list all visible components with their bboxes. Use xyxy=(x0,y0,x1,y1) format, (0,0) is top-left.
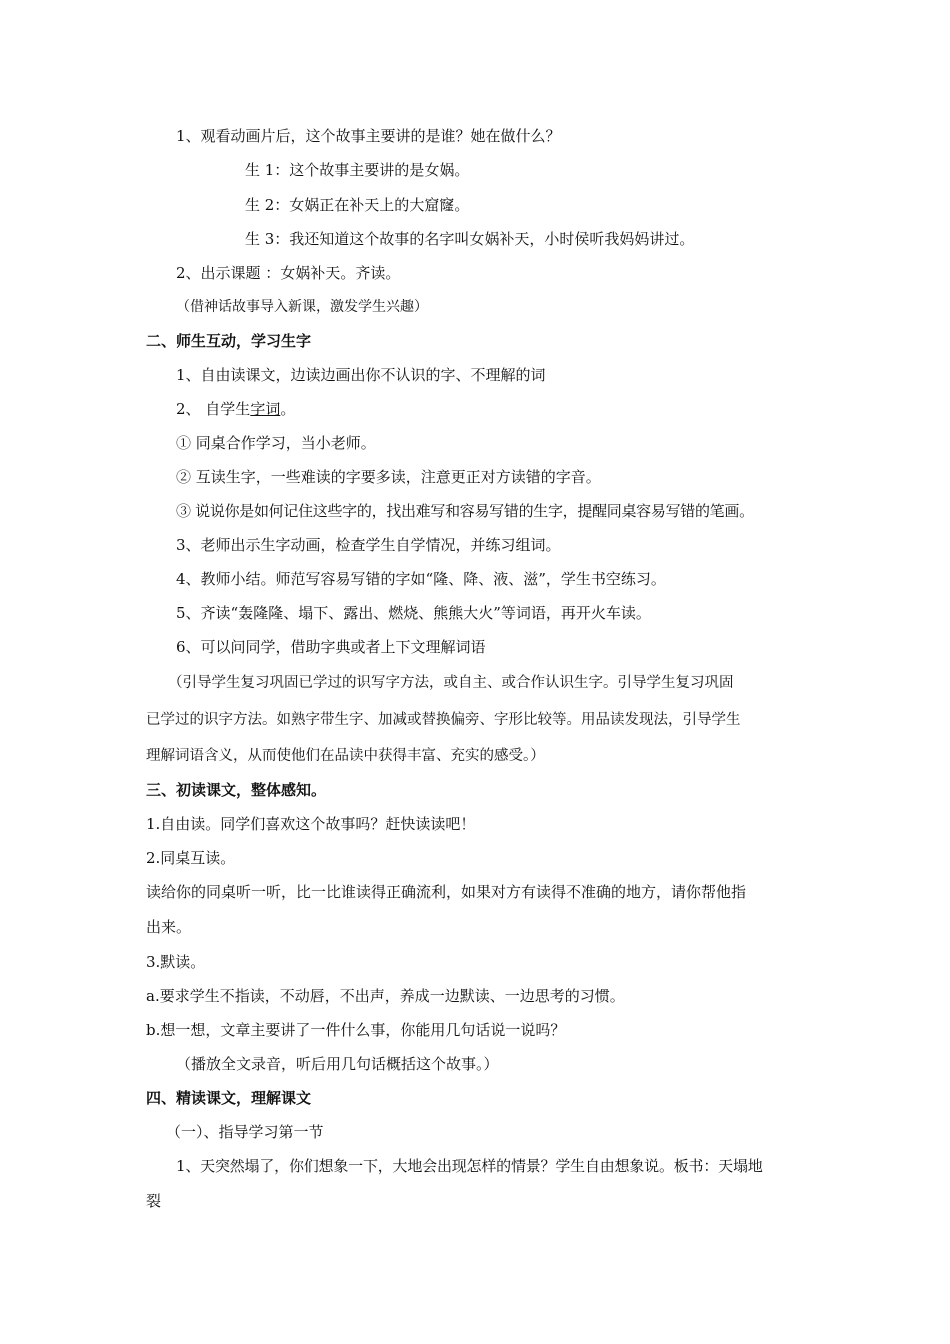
subsection-heading: （一）、指导学习第一节 xyxy=(166,1123,324,1141)
paragraph-line: 5、齐读“轰隆隆、塌下、露出、燃烧、熊熊大火”等词语，再开火车读。 xyxy=(176,604,651,622)
student-answer-1: 生 1：这个故事主要讲的是女娲。 xyxy=(245,161,470,179)
paragraph-line: 6、可以问同学，借助字典或者上下文理解词语 xyxy=(176,638,486,656)
paragraph-line: 读给你的同桌听一听，比一比谁读得正确流利，如果对方有读得不准确的地方，请你帮他指 xyxy=(146,883,747,901)
paragraph-line: 出来。 xyxy=(146,918,192,936)
paragraph-line: 1、天突然塌了，你们想象一下，大地会出现怎样的情景？学生自由想象说。板书：天塌地 xyxy=(176,1157,763,1175)
teaching-note: 已学过的识字方法。如熟字带生字、加减或替换偏旁、字形比较等。用品读发现法，引导学生 xyxy=(146,712,741,728)
teaching-note: （播放全文录音，听后用几句话概括这个故事。） xyxy=(176,1055,499,1073)
paragraph-line: ① 同桌合作学习，当小老师。 xyxy=(176,434,376,452)
paragraph-line: 1、观看动画片后，这个故事主要讲的是谁？她在做什么？ xyxy=(176,127,561,145)
section-heading-3: 三、初读课文，整体感知。 xyxy=(146,781,327,799)
underlined-word: 字词 xyxy=(250,400,281,418)
teaching-note: 理解词语含义，从而使他们在品读中获得丰富、充实的感受。） xyxy=(146,748,545,764)
paragraph-line: 2.同桌互读。 xyxy=(146,849,236,867)
paragraph-line: 3、老师出示生字动画，检查学生自学情况，并练习组词。 xyxy=(176,536,561,554)
teaching-note: （借神话故事导入新课，激发学生兴趣） xyxy=(176,299,428,315)
line-text: 。 xyxy=(280,400,296,418)
line-text: 2、 自学生 xyxy=(176,400,251,418)
paragraph-line: 1.自由读。同学们喜欢这个故事吗？赶快读读吧！ xyxy=(146,815,476,833)
paragraph-line: 2、出示课题 ：女娲补天。齐读。 xyxy=(176,264,401,282)
paragraph-line: 4、教师小结。师范写容易写错的字如“隆、降、液、滋”，学生书空练习。 xyxy=(176,570,666,588)
paragraph-line: ② 互读生字，一些难读的字要多读，注意更正对方读错的字音。 xyxy=(176,468,601,486)
paragraph-line: ③ 说说你是如何记住这些字的，找出难写和容易写错的生字，提醒同桌容易写错的笔画。 xyxy=(176,502,754,520)
student-answer-2: 生 2：女娲正在补天上的大窟窿。 xyxy=(245,196,470,214)
paragraph-line: 3.默读。 xyxy=(146,953,206,971)
paragraph-line: 裂 xyxy=(146,1192,162,1210)
paragraph-line: 1、自由读课文，边读边画出你不认识的字、不理解的词 xyxy=(176,366,546,384)
section-heading-4: 四、精读课文，理解课文 xyxy=(146,1089,312,1107)
paragraph-line xyxy=(176,399,295,419)
section-heading-2: 二、师生互动，学习生字 xyxy=(146,332,312,350)
paragraph-line: b.想一想，文章主要讲了一件什么事，你能用几句话说一说吗？ xyxy=(146,1021,566,1039)
teaching-note: （引导学生复习巩固已学过的识写字方法，或自主、或合作认识生字。引导学生复习巩固 xyxy=(168,675,734,691)
student-answer-3: 生 3：我还知道这个故事的名字叫女娲补天，小时侯听我妈妈讲过。 xyxy=(245,230,695,248)
paragraph-line: a.要求学生不指读，不动唇，不出声，养成一边默读、一边思考的习惯。 xyxy=(146,987,625,1005)
